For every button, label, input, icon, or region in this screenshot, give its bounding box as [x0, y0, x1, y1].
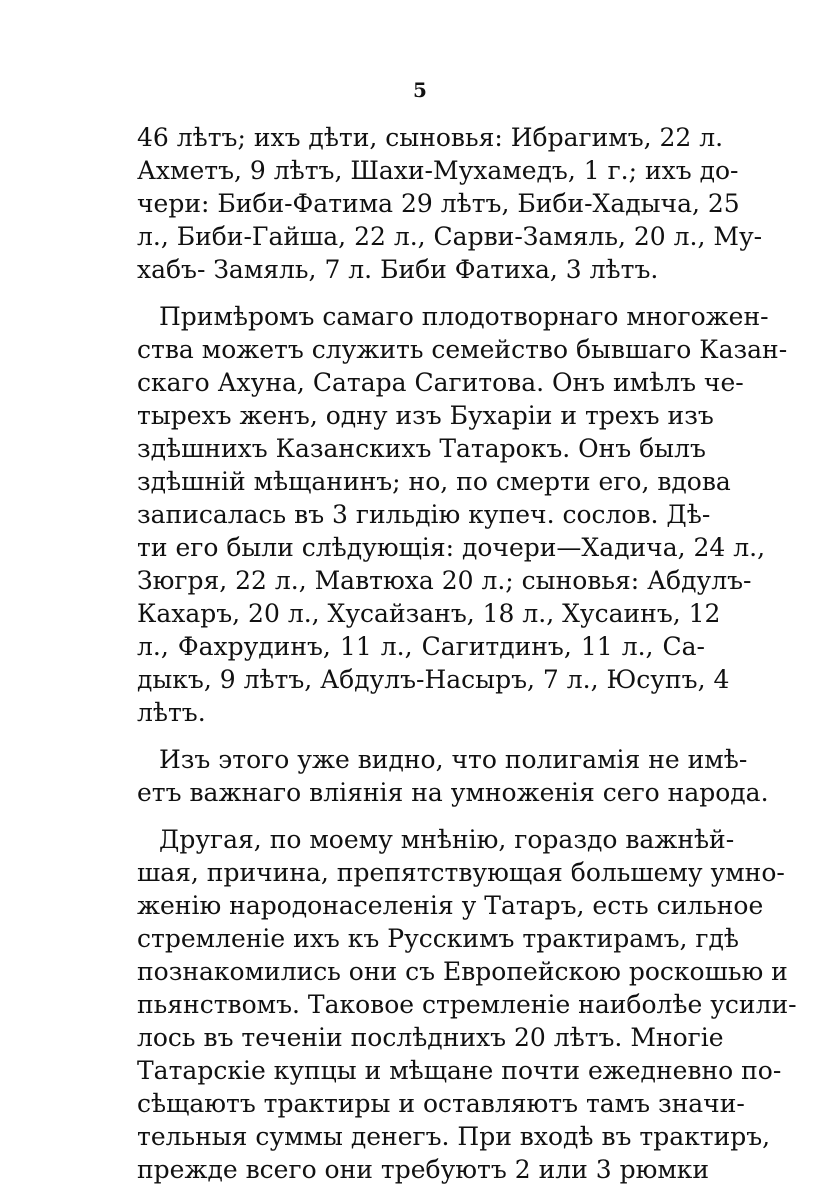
- page-number: 5: [413, 78, 427, 102]
- paragraph-3: [137, 743, 769, 809]
- paragraph-2: [137, 300, 788, 729]
- text-line: пьянствомъ. Таковое стремленіе наиболѣе усили-: [137, 990, 797, 1019]
- text-line: сѣщаютъ трактиры и оставляютъ тамъ значи-: [137, 1089, 745, 1118]
- text-line: тырехъ женъ, одну изъ Бухаріи и трехъ изъ: [137, 401, 714, 430]
- text-line: Кахаръ, 20 л., Хусайзанъ, 18 л., Хусаинъ, 12: [137, 599, 721, 628]
- body-text: [137, 121, 797, 1200]
- text-line: скаго Ахуна, Сатара Сагитова. Онъ имѣлъ че-: [137, 368, 744, 397]
- text-line: Татарскіе купцы и мѣщане почти ежедневно по-: [137, 1056, 782, 1085]
- paragraph-1: [137, 121, 763, 286]
- text-line: ти его были слѣдующія: дочери—Хадича, 24 л.,: [137, 533, 766, 562]
- text-line: 46 лѣтъ; ихъ дѣти, сыновья: Ибрагимъ, 22 л.: [137, 123, 724, 152]
- text-line: л., Биби-Гайша, 22 л., Сарви-Замяль, 20 л., Му-: [137, 222, 763, 251]
- text-line: тельныя суммы денегъ. При входѣ въ трактиръ,: [137, 1122, 771, 1151]
- text-line: Изъ этого уже видно, что полигамія не имѣ-: [159, 745, 748, 774]
- text-line: здѣшній мѣщанинъ; но, по смерти его, вдова: [137, 467, 731, 496]
- text-line: хабъ- Замяль, 7 л. Биби Фатиха, 3 лѣтъ.: [137, 255, 659, 284]
- text-line: женію народонаселенія у Татаръ, есть сильное: [137, 891, 764, 920]
- text-line: здѣшнихъ Казанскихъ Татарокъ. Онъ былъ: [137, 434, 706, 463]
- text-line: познакомились они съ Европейскою роскошью и: [137, 957, 788, 986]
- text-line: стремленіе ихъ къ Русскимъ трактирамъ, гдѣ: [137, 924, 739, 953]
- text-line: Другая, по моему мнѣнію, гораздо важнѣй-: [159, 825, 735, 854]
- text-line: лось въ теченіи послѣднихъ 20 лѣтъ. Многіе: [137, 1023, 724, 1052]
- text-line: записалась въ 3 гильдію купеч. сослов. Дѣ-: [137, 500, 711, 529]
- text-line: прежде всего они требуютъ 2 или 3 рюмки: [137, 1155, 710, 1184]
- paragraph-4: [137, 823, 797, 1186]
- text-line: л., Фахрудинъ, 11 л., Сагитдинъ, 11 л., Са-: [137, 632, 705, 661]
- text-line: чери: Биби-Фатима 29 лѣтъ, Биби-Хадыча, 25: [137, 189, 740, 218]
- text-line: Примѣромъ самаго плодотворнаго многожен-: [159, 302, 769, 331]
- text-line: Ахметъ, 9 лѣтъ, Шахи-Мухамедъ, 1 г.; ихъ до-: [137, 156, 739, 185]
- text-line: лѣтъ.: [137, 698, 206, 727]
- text-line: Зюгря, 22 л., Мавтюха 20 л.; сыновья: Абдулъ-: [137, 566, 752, 595]
- text-line: дыкъ, 9 лѣтъ, Абдулъ-Насыръ, 7 л., Юсупъ, 4: [137, 665, 730, 694]
- text-line: ства можетъ служить семейство бывшаго Казан-: [137, 335, 788, 364]
- text-line: шая, причина, препятствующая большему умно-: [137, 858, 785, 887]
- text-line: етъ важнаго вліянія на умноженія сего народа.: [137, 778, 769, 807]
